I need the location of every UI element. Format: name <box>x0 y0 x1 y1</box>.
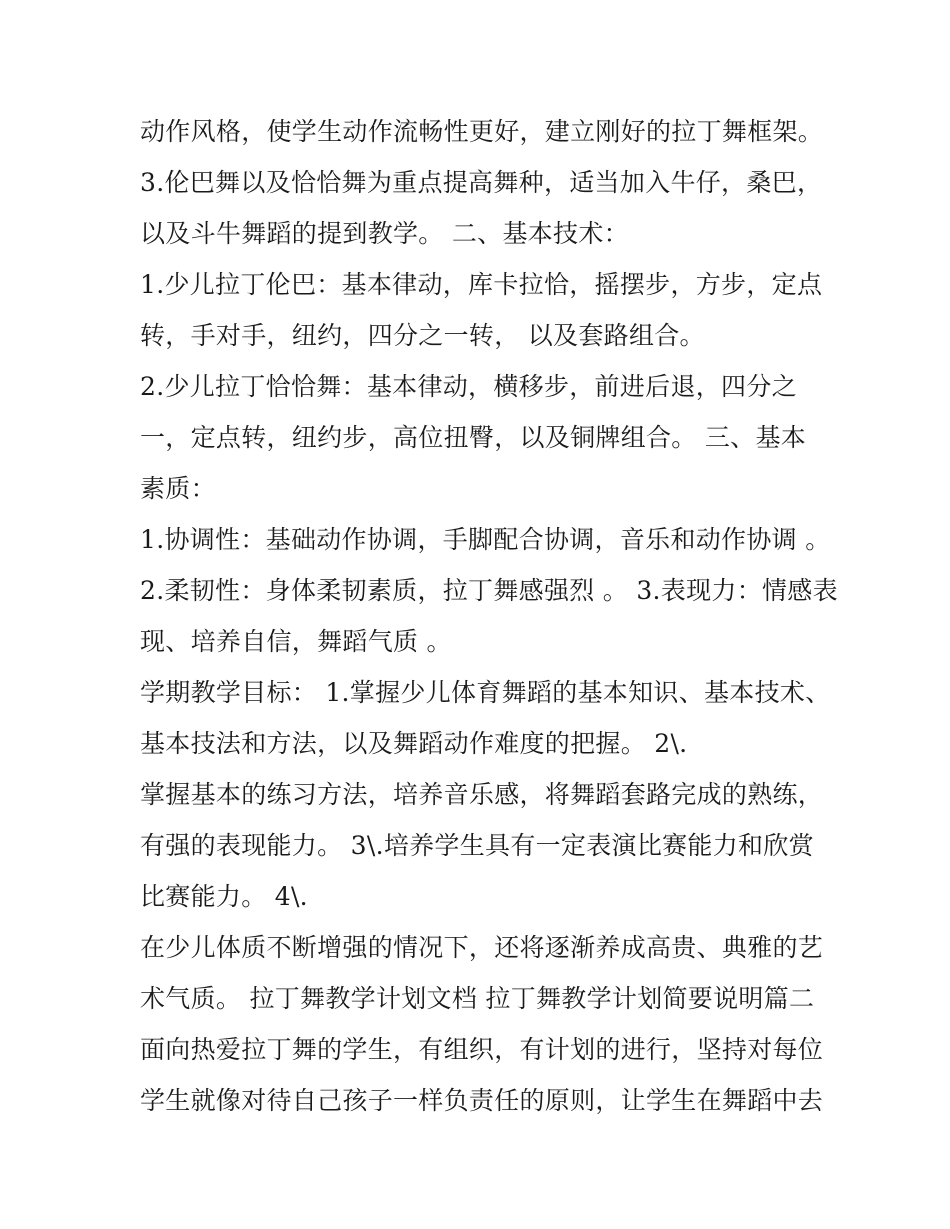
text-line: 一，定点转，纽约步，高位扭臀，以及铜牌组合。 三、基本 <box>140 423 807 452</box>
text-line: 学生就像对待自己孩子一样负责任的原则，让学生在舞蹈中去 <box>140 1086 824 1115</box>
text-line: 以及斗牛舞蹈的提到教学。 二、基本技术： <box>140 219 629 248</box>
text-line: 比赛能力。 4\. <box>140 882 308 911</box>
text-line: 素质： <box>140 474 216 503</box>
document-body <box>140 106 838 1126</box>
text-line: 掌握基本的练习方法，培养音乐感，将舞蹈套路完成的熟练， <box>140 780 824 809</box>
text-line: 1.少儿拉丁伦巴：基本律动，库卡拉恰，摇摆步，方步，定点 <box>140 270 823 299</box>
text-line: 3.伦巴舞以及恰恰舞为重点提高舞种，适当加入牛仔，桑巴， <box>140 168 823 197</box>
text-line: 面向热爱拉丁舞的学生，有组织，有计划的进行，坚持对每位 <box>140 1035 824 1064</box>
text-line: 基本技法和方法，以及舞蹈动作难度的把握。 2\. <box>140 729 688 758</box>
text-line: 转，手对手，纽约，四分之一转， 以及套路组合。 <box>140 321 705 350</box>
text-line: 现、培养自信，舞蹈气质 。 <box>140 627 452 656</box>
text-line: 在少儿体质不断增强的情况下，还将逐渐养成高贵、典雅的艺 <box>140 933 824 962</box>
text-line: 2.少儿拉丁恰恰舞：基本律动，横移步，前进后退，四分之 <box>140 372 797 401</box>
text-line: 术气质。 拉丁舞教学计划文档 拉丁舞教学计划简要说明篇二 <box>140 984 815 1013</box>
text-line: 1.协调性：基础动作协调，手脚配合协调，音乐和动作协调 。 <box>140 525 831 554</box>
text-line: 2.柔韧性：身体柔韧素质，拉丁舞感强烈 。 3.表现力：情感表 <box>140 576 838 605</box>
text-line: 动作风格，使学生动作流畅性更好，建立刚好的拉丁舞框架。 <box>140 117 824 146</box>
text-line: 学期教学目标： 1.掌握少儿体育舞蹈的基本知识、基本技术、 <box>140 678 831 707</box>
text-line: 有强的表现能力。 3\.培养学生具有一定表演比赛能力和欣赏 <box>140 831 814 860</box>
